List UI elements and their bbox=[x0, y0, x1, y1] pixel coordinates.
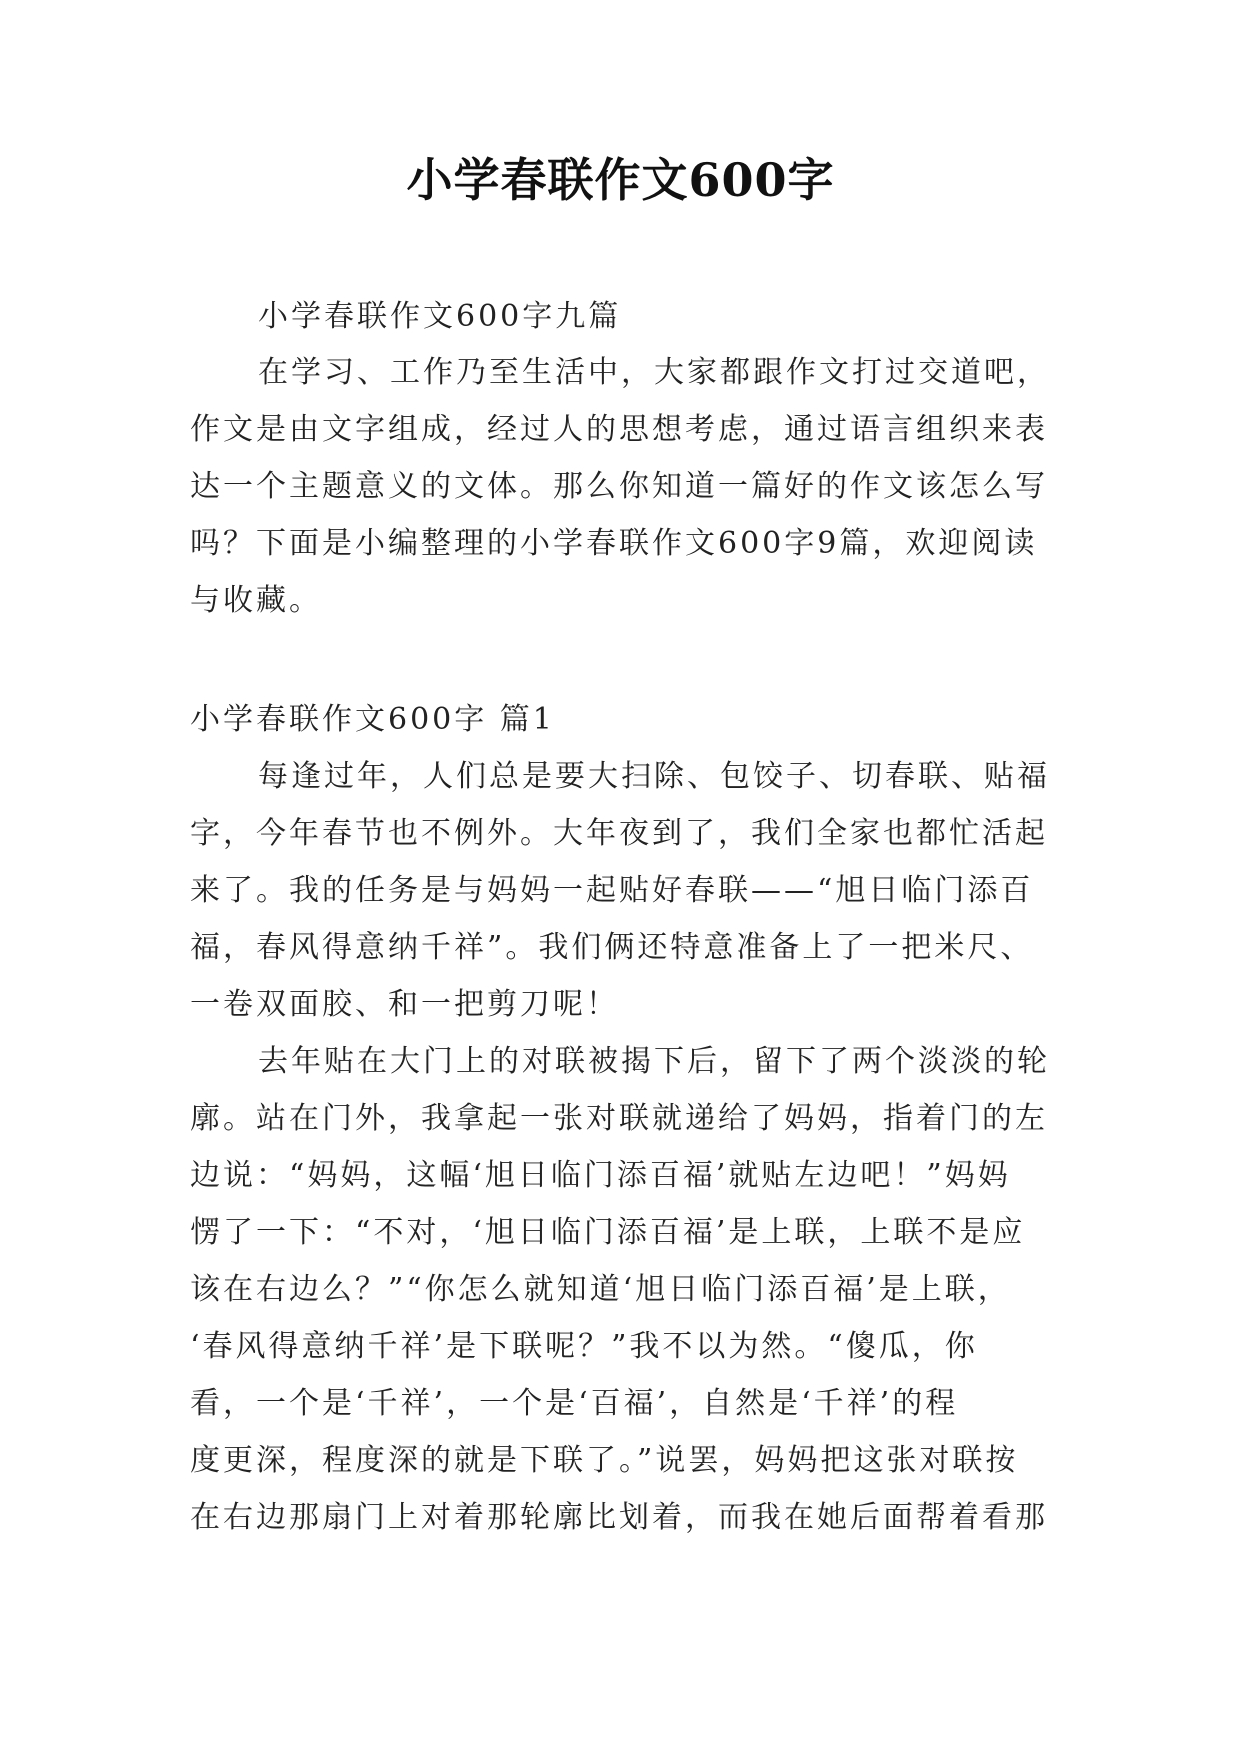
intro-line: 吗？下面是小编整理的小学春联作文600字9篇，欢迎阅读 bbox=[190, 526, 1038, 561]
document-title: 小学春联作文600字 bbox=[406, 153, 835, 207]
paragraph1-line: 来了。我的任务是与妈妈一起贴好春联——“旭日临门添百 bbox=[190, 873, 1034, 908]
document-subtitle: 小学春联作文600字九篇 bbox=[258, 299, 622, 334]
paragraph2-line: 廓。站在门外，我拿起一张对联就递给了妈妈，指着门的左 bbox=[190, 1101, 1048, 1136]
paragraph1-line: 一卷双面胶、和一把剪刀呢！ bbox=[190, 987, 619, 1022]
paragraph1-line: 福，春风得意纳千祥”。我们俩还特意准备上了一把米尺、 bbox=[190, 930, 1034, 965]
paragraph2-line: 看，一个是‘千祥’，一个是‘百福’，自然是‘千祥’的程 bbox=[190, 1386, 959, 1421]
intro-line: 与收藏。 bbox=[190, 583, 322, 618]
paragraph2-line: 在右边那扇门上对着那轮廓比划着，而我在她后面帮着看那 bbox=[190, 1500, 1048, 1535]
paragraph2-line: 度更深，程度深的就是下联了。”说罢，妈妈把这张对联按 bbox=[190, 1443, 1019, 1478]
paragraph2-line: 该在右边么？”“你怎么就知道‘旭日临门添百福’是上联， bbox=[190, 1272, 1011, 1307]
paragraph2-line: 去年贴在大门上的对联被揭下后，留下了两个淡淡的轮 bbox=[258, 1044, 1050, 1079]
paragraph1-line: 字，今年春节也不例外。大年夜到了，我们全家也都忙活起 bbox=[190, 816, 1048, 851]
paragraph2-line: ‘春风得意纳千祥’是下联呢？”我不以为然。“傻瓜，你 bbox=[190, 1329, 978, 1364]
section-heading: 小学春联作文600字 篇1 bbox=[190, 702, 555, 737]
paragraph1-line: 每逢过年，人们总是要大扫除、包饺子、切春联、贴福 bbox=[258, 759, 1050, 794]
intro-line: 在学习、工作乃至生活中，大家都跟作文打过交道吧， bbox=[258, 355, 1050, 390]
paragraph2-line: 愣了一下：“不对，‘旭日临门添百福’是上联，上联不是应 bbox=[190, 1215, 1026, 1250]
paragraph2-line: 边说：“妈妈，这幅‘旭日临门添百福’就贴左边吧！”妈妈 bbox=[190, 1158, 1011, 1193]
intro-line: 达一个主题意义的文体。那么你知道一篇好的作文该怎么写 bbox=[190, 469, 1048, 504]
intro-line: 作文是由文字组成，经过人的思想考虑，通过语言组织来表 bbox=[190, 412, 1048, 447]
